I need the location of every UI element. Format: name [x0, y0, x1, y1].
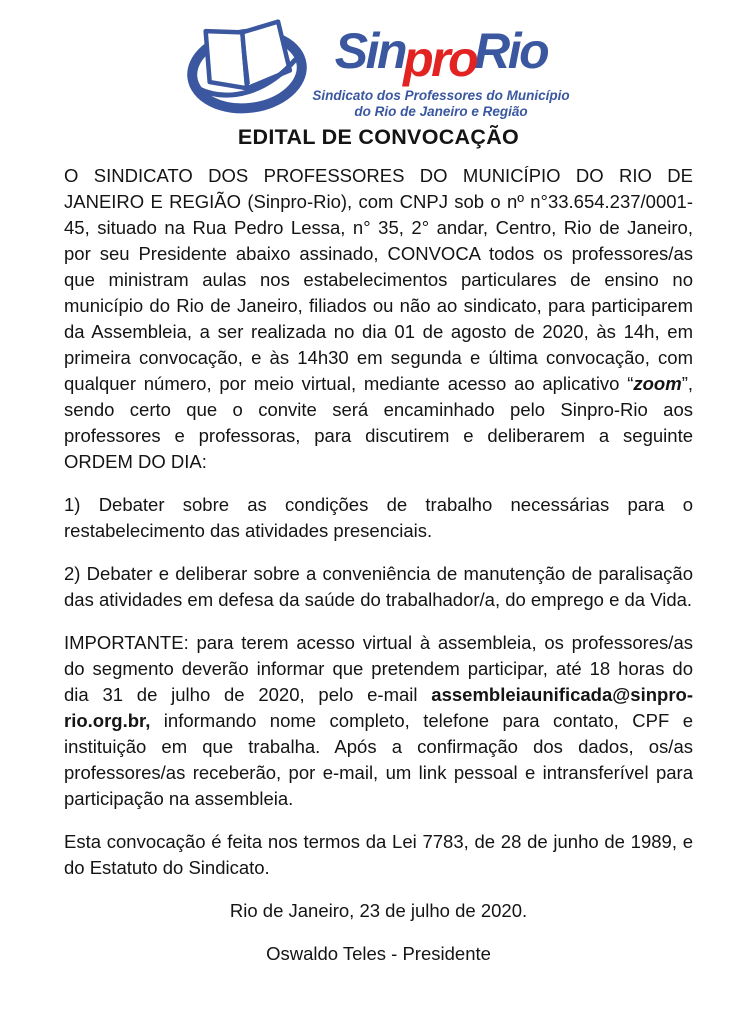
intro-text-after-zoom: ”, sendo certo que o convite será encaminhado pelo Sinpro-Rio aos professores e professoras, para discutirem e deliberarem a seguinte ORDEM DO DIA: — [64, 372, 693, 472]
important-text-after-email: informando nome completo, telefone para contato, CPF e instituição em que trabalha. Após a confirmação dos dados, os/as professores/as receberão, por e-mail, um link pessoal e intransferível para participação na assembleia. — [64, 709, 693, 809]
signature-line: Oswaldo Teles - Presidente — [266, 942, 491, 964]
wordmark-rio: Rio — [474, 23, 548, 79]
sinpro-rio-logo — [64, 16, 693, 120]
logo-tagline — [312, 88, 569, 120]
paragraph-legal: Esta convocação é feita nos termos da Lei 7783, de 28 de junho de 1989, e do Estatuto do Sindicato. — [64, 830, 693, 878]
document-title: EDITAL DE CONVOCAÇÃO — [237, 124, 520, 149]
agenda-item-1: 1) Debater sobre as condições de trabalho necessárias para o restabelecimento das atividades presenciais. — [64, 493, 693, 541]
agenda-item-2: 2) Debater e deliberar sobre a conveniência de manutenção de paralisação das atividades em defesa da saúde do trabalhador/a, do emprego e da Vida. — [64, 562, 693, 610]
paragraph-important — [64, 630, 693, 812]
wordmark-pro: pro — [403, 31, 477, 87]
date-line: Rio de Janeiro, 23 de julho de 2020. — [229, 899, 528, 921]
logo-text-block — [312, 16, 569, 120]
paragraph-intro — [64, 163, 693, 475]
assembly-email: assembleiaunificada@sinpro-rio.org.br, — [64, 683, 693, 731]
open-book-icon — [187, 16, 309, 114]
wordmark-sin: Sin — [334, 23, 406, 79]
intro-text-before-zoom: O SINDICATO DOS PROFESSORES DO MUNICÍPIO DO RIO DE JANEIRO E REGIÃO (Sinpro-Rio), com CNPJ sob o nº n°33.654.237/0001-45, situado na Rua Pedro Lessa, n° 35, 2° andar, Centro, Rio de Janeiro, por seu Presidente abaixo assinado, CONVOCA todos os professores/as que ministram aulas nos estabelecimentos particulares de ensino no município do Rio de Janeiro, filiados ou não ao sindicato, para participarem da Assembleia, a ser realizada no dia 01 de agosto de 2020, às 14h, em primeira convocação, e às 14h30 em segunda e última convocação, com qualquer número, por meio virtual, mediante acesso ao aplicativo “ — [64, 164, 693, 394]
wordmark-sinpro-rio — [334, 23, 548, 87]
important-text-before-email: IMPORTANTE: para terem acesso virtual à assembleia, os professores/as do segmento deverão informar que pretendem participar, até 18 horas do dia 31 de julho de 2020, pelo e-mail — [64, 631, 693, 705]
tagline-line-1: Sindicato dos Professores do Município — [312, 88, 570, 103]
tagline-line-2: do Rio de Janeiro e Região — [354, 103, 528, 119]
zoom-app-name: zoom — [633, 372, 682, 394]
